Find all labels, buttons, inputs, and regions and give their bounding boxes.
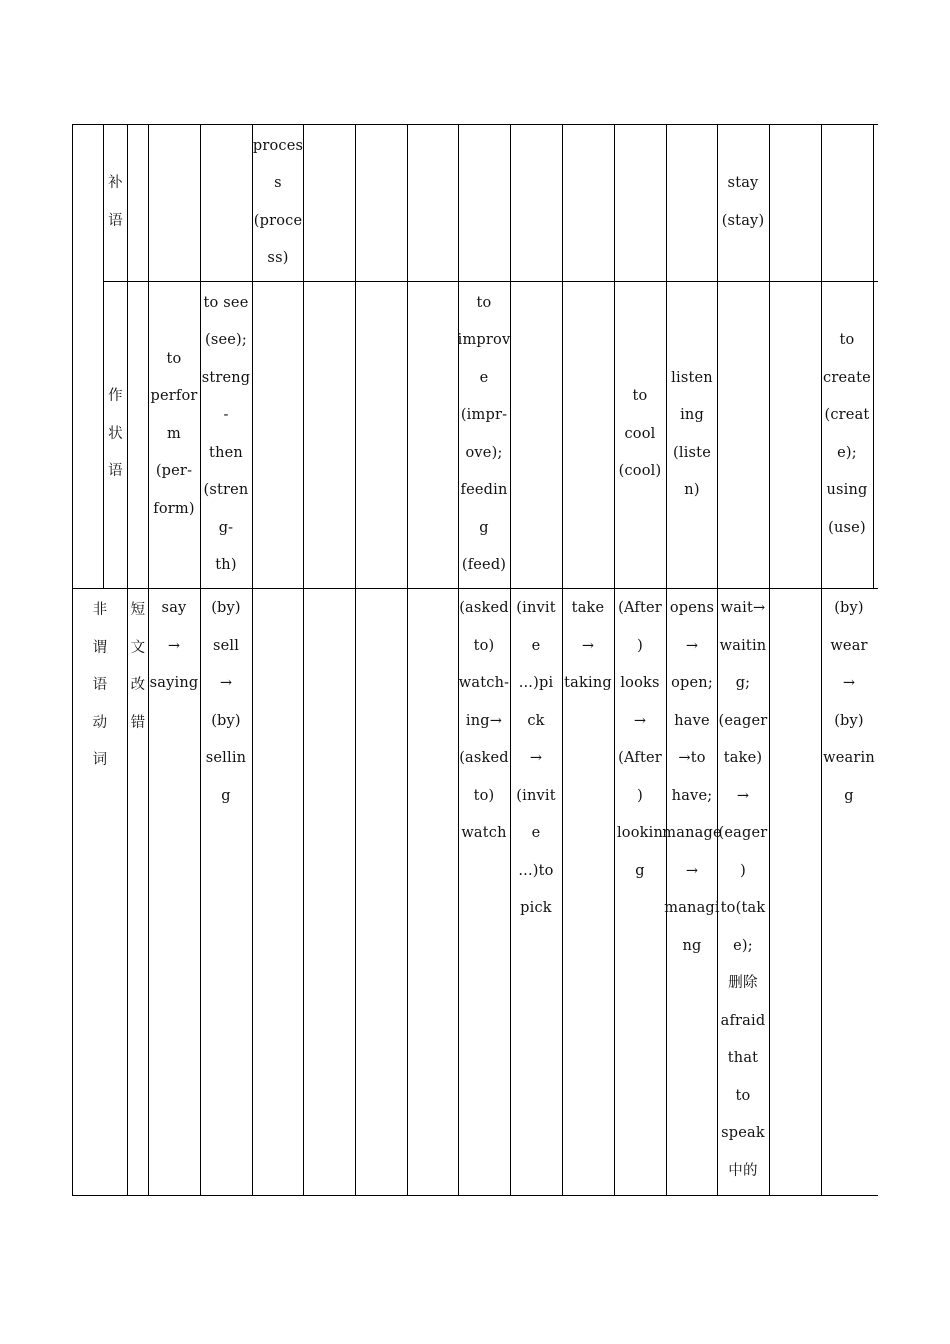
row-label-duanwen: 短 文 改 错 — [130, 602, 146, 731]
col-line — [355, 124, 356, 1195]
duanwen-cell: (by) sell → (by) sellin g — [205, 600, 247, 804]
col-line — [769, 124, 770, 1195]
duanwen-cell: opens → open; have →to have; manage → managi ng — [662, 600, 722, 954]
zhuangyu-cell: to perfor m (per- form) — [150, 350, 198, 517]
duanwen-cell: (asked to) watch- ing→ (asked to) watch — [458, 600, 510, 841]
duanwen-cell: say → saying — [149, 600, 199, 691]
col-line — [303, 124, 304, 1195]
zhuangyu-cell: to improv e (impr- ove); feedin g (feed) — [457, 294, 511, 573]
zhuangyu-cell: to cool (cool) — [618, 388, 662, 480]
buyu-cell: proces s (proce ss) — [252, 137, 304, 266]
duanwen-cell: (invit e ...)pi ck → (invit e ...)to pick — [516, 600, 556, 916]
col-line — [127, 281, 128, 588]
buyu-cell: stay (stay) — [721, 175, 765, 229]
col-line — [407, 124, 408, 1195]
zhuangyu-cell: listen ing (liste n) — [671, 369, 713, 498]
table-bottom-border — [72, 1195, 878, 1196]
duanwen-cell: (After ) looks → (After ) lookin g — [616, 600, 664, 879]
duanwen-cell: wait→ waitin g; (eager take) → (eager ) to(tak e); 删除 afraid that to speak 中的 — [718, 600, 768, 1179]
row-label-buyu: 补 语 — [108, 175, 123, 229]
zhuangyu-cell: to see (see); streng - then (stren g- th) — [201, 294, 251, 573]
zhuangyu-cell: to create (creat e); using (use) — [823, 332, 871, 536]
col-line — [252, 124, 253, 1195]
duanwen-cell: (by) wear → (by) wearin g — [823, 600, 875, 804]
col-line — [127, 124, 128, 281]
duanwen-cell: take → taking — [564, 600, 612, 691]
row-label-zhuangyu: 作 状 语 — [108, 388, 123, 480]
category-label-feiweiyu: 非 谓 语 动 词 — [92, 602, 108, 768]
table-right-border — [873, 124, 874, 588]
